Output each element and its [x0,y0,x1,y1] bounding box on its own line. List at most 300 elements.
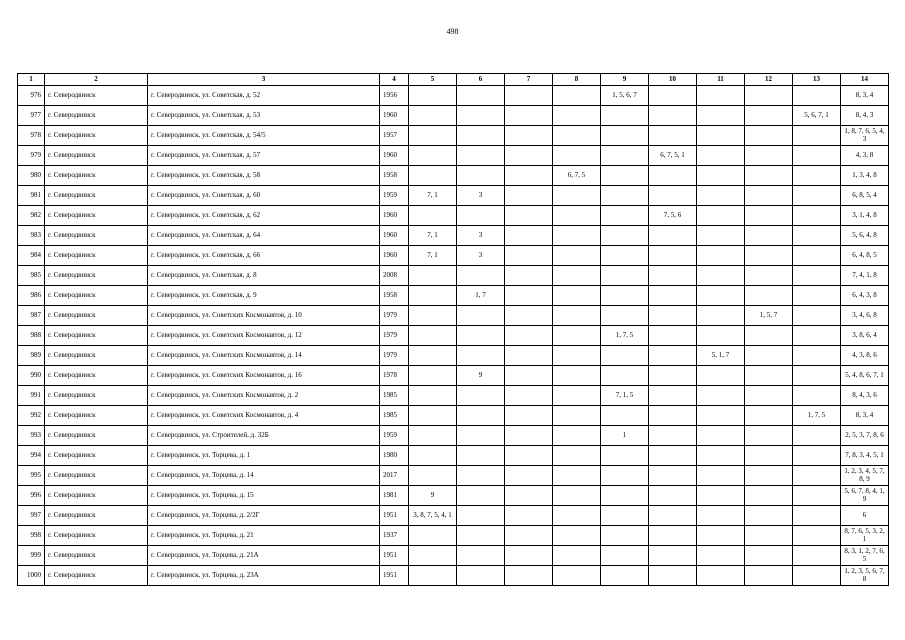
column-9-cell [601,306,649,326]
column-5-cell [409,166,457,186]
table-row [18,386,889,406]
column-7-cell [505,466,553,486]
column-10-cell [649,286,697,306]
year-cell: 1951 [380,546,409,566]
column-5-cell: 3, 8, 7, 5, 4, 1 [409,506,457,526]
column-5-cell [409,526,457,546]
column-header: 6 [457,74,505,86]
column-9-cell: 7, 1, 5 [601,386,649,406]
column-12-cell: 1, 5, 7 [745,306,793,326]
column-6-cell [457,466,505,486]
year-cell: 1937 [380,526,409,546]
column-14-cell: 8, 3, 4 [841,406,889,426]
column-12-cell [745,406,793,426]
year-cell: 1958 [380,166,409,186]
table-row [18,426,889,446]
table-row [18,106,889,126]
column-12-cell [745,426,793,446]
column-6-cell [457,406,505,426]
column-14-cell: 5, 6, 4, 8 [841,226,889,246]
column-11-cell [697,106,745,126]
column-5-cell [409,546,457,566]
column-10-cell [649,526,697,546]
city-cell: г. Северодвинск [45,206,148,226]
column-11-cell [697,226,745,246]
column-11-cell [697,246,745,266]
column-9-cell [601,446,649,466]
column-12-cell [745,386,793,406]
table-row [18,146,889,166]
column-12-cell [745,326,793,346]
address-cell: г. Северодвинск, ул. Советская, д. 64 [148,226,380,246]
column-5-cell [409,106,457,126]
column-9-cell: 1, 7, 5 [601,326,649,346]
column-14-cell: 8, 3, 1, 2, 7, 6, 5 [841,546,889,566]
row-number-cell: 988 [18,326,45,346]
city-cell: г. Северодвинск [45,406,148,426]
city-cell: г. Северодвинск [45,166,148,186]
column-5-cell [409,366,457,386]
city-cell: г. Северодвинск [45,226,148,246]
row-number-cell: 979 [18,146,45,166]
city-cell: г. Северодвинск [45,346,148,366]
column-6-cell [457,446,505,466]
year-cell: 1951 [380,566,409,586]
column-14-cell: 3, 4, 6, 8 [841,306,889,326]
column-9-cell [601,506,649,526]
column-7-cell [505,486,553,506]
column-14-cell: 1, 3, 4, 8 [841,166,889,186]
column-header: 12 [745,74,793,86]
column-9-cell [601,226,649,246]
column-header: 2 [45,74,148,86]
column-9-cell [601,126,649,146]
column-10-cell [649,506,697,526]
column-6-cell [457,506,505,526]
column-13-cell [793,526,841,546]
table-row [18,306,889,326]
column-8-cell [553,446,601,466]
address-cell: г. Северодвинск, ул. Советских Космонавтов, д. 10 [148,306,380,326]
row-number-cell: 991 [18,386,45,406]
column-header: 8 [553,74,601,86]
address-cell: г. Северодвинск, ул. Торцева, д. 15 [148,486,380,506]
year-cell: 1979 [380,306,409,326]
column-8-cell [553,506,601,526]
address-cell: г. Северодвинск, ул. Советская, д. 58 [148,166,380,186]
address-cell: г. Северодвинск, ул. Советских Космонавтов, д. 16 [148,366,380,386]
column-10-cell [649,346,697,366]
column-13-cell [793,246,841,266]
column-7-cell [505,166,553,186]
column-6-cell: 3 [457,186,505,206]
column-10-cell [649,386,697,406]
column-10-cell [649,106,697,126]
year-cell: 1959 [380,186,409,206]
row-number-cell: 993 [18,426,45,446]
column-14-cell: 8, 3, 4 [841,86,889,106]
year-cell: 1978 [380,366,409,386]
table-row [18,346,889,366]
column-6-cell: 9 [457,366,505,386]
column-9-cell: 1, 5, 6, 7 [601,86,649,106]
column-14-cell: 8, 7, 6, 5, 3, 2, 1 [841,526,889,546]
column-8-cell [553,466,601,486]
column-13-cell [793,286,841,306]
table-row [18,526,889,546]
column-13-cell [793,166,841,186]
address-cell: г. Северодвинск, ул. Советская, д. 57 [148,146,380,166]
table-row [18,486,889,506]
column-5-cell [409,86,457,106]
year-cell: 1958 [380,286,409,306]
column-5-cell [409,426,457,446]
address-cell: г. Северодвинск, ул. Советских Космонавтов, д. 2 [148,386,380,406]
column-7-cell [505,246,553,266]
city-cell: г. Северодвинск [45,246,148,266]
column-13-cell [793,346,841,366]
column-12-cell [745,526,793,546]
column-12-cell [745,186,793,206]
column-13-cell [793,126,841,146]
column-13-cell [793,366,841,386]
column-8-cell [553,246,601,266]
column-11-cell [697,486,745,506]
table-row [18,266,889,286]
column-10-cell [649,246,697,266]
city-cell: г. Северодвинск [45,546,148,566]
column-10-cell: 6, 7, 5, 1 [649,146,697,166]
year-cell: 1979 [380,326,409,346]
column-5-cell: 7, 1 [409,226,457,246]
year-cell: 1960 [380,206,409,226]
row-number-cell: 982 [18,206,45,226]
column-12-cell [745,106,793,126]
column-14-cell: 1, 2, 3, 4, 5, 7, 8, 9 [841,466,889,486]
column-6-cell [457,566,505,586]
column-13-cell [793,306,841,326]
column-5-cell [409,146,457,166]
column-11-cell [697,326,745,346]
city-cell: г. Северодвинск [45,446,148,466]
column-10-cell [649,486,697,506]
column-9-cell [601,146,649,166]
column-11-cell [697,266,745,286]
city-cell: г. Северодвинск [45,86,148,106]
column-9-cell [601,366,649,386]
column-8-cell [553,146,601,166]
column-10-cell [649,446,697,466]
column-9-cell [601,246,649,266]
column-7-cell [505,106,553,126]
column-10-cell [649,406,697,426]
column-header: 5 [409,74,457,86]
column-6-cell: 1, 7 [457,286,505,306]
column-8-cell [553,86,601,106]
table-row [18,246,889,266]
column-11-cell [697,86,745,106]
table-body [18,86,889,586]
column-7-cell [505,546,553,566]
column-9-cell [601,206,649,226]
column-9-cell [601,406,649,426]
column-12-cell [745,346,793,366]
row-number-cell: 999 [18,546,45,566]
column-14-cell: 6 [841,506,889,526]
column-6-cell [457,206,505,226]
column-9-cell [601,346,649,366]
row-number-cell: 989 [18,346,45,366]
column-6-cell: 3 [457,246,505,266]
row-number-cell: 987 [18,306,45,326]
table-row [18,406,889,426]
column-11-cell [697,126,745,146]
year-cell: 1959 [380,426,409,446]
column-7-cell [505,306,553,326]
column-6-cell [457,346,505,366]
column-6-cell [457,386,505,406]
column-6-cell [457,486,505,506]
column-6-cell [457,426,505,446]
table-row [18,466,889,486]
column-12-cell [745,566,793,586]
column-12-cell [745,366,793,386]
column-10-cell [649,326,697,346]
column-11-cell [697,526,745,546]
header-row [18,74,889,86]
column-11-cell: 5, 1, 7 [697,346,745,366]
row-number-cell: 994 [18,446,45,466]
column-13-cell [793,206,841,226]
column-8-cell [553,346,601,366]
column-12-cell [745,166,793,186]
city-cell: г. Северодвинск [45,146,148,166]
column-12-cell [745,126,793,146]
column-11-cell [697,286,745,306]
column-7-cell [505,386,553,406]
row-number-cell: 976 [18,86,45,106]
table-row [18,226,889,246]
column-9-cell [601,186,649,206]
year-cell: 2008 [380,266,409,286]
column-11-cell [697,146,745,166]
table-row [18,286,889,306]
column-12-cell [745,86,793,106]
city-cell: г. Северодвинск [45,526,148,546]
address-cell: г. Северодвинск, ул. Советских Космонавтов, д. 12 [148,326,380,346]
column-11-cell [697,426,745,446]
column-12-cell [745,286,793,306]
column-header: 7 [505,74,553,86]
city-cell: г. Северодвинск [45,466,148,486]
column-9-cell [601,106,649,126]
column-6-cell [457,546,505,566]
column-9-cell [601,286,649,306]
column-6-cell [457,166,505,186]
column-10-cell [649,126,697,146]
column-7-cell [505,506,553,526]
column-5-cell [409,346,457,366]
column-13-cell [793,566,841,586]
address-cell: г. Северодвинск, ул. Советская, д. 52 [148,86,380,106]
column-13-cell [793,386,841,406]
column-9-cell [601,566,649,586]
column-11-cell [697,506,745,526]
city-cell: г. Северодвинск [45,386,148,406]
column-14-cell: 5, 6, 7, 8, 4, 1, 9 [841,486,889,506]
column-7-cell [505,346,553,366]
row-number-cell: 992 [18,406,45,426]
column-12-cell [745,246,793,266]
column-7-cell [505,406,553,426]
year-cell: 1960 [380,106,409,126]
column-8-cell [553,106,601,126]
column-header: 10 [649,74,697,86]
column-8-cell [553,126,601,146]
column-10-cell [649,266,697,286]
column-7-cell [505,266,553,286]
row-number-cell: 996 [18,486,45,506]
column-header: 4 [380,74,409,86]
table-row [18,166,889,186]
column-10-cell [649,86,697,106]
column-6-cell: 3 [457,226,505,246]
row-number-cell: 997 [18,506,45,526]
column-5-cell [409,206,457,226]
page-number: 498 [446,27,459,36]
column-9-cell [601,266,649,286]
address-cell: г. Северодвинск, ул. Советских Космонавтов, д. 4 [148,406,380,426]
table-row [18,506,889,526]
column-6-cell [457,306,505,326]
column-7-cell [505,286,553,306]
row-number-cell: 980 [18,166,45,186]
column-13-cell [793,466,841,486]
column-8-cell [553,426,601,446]
column-8-cell [553,386,601,406]
table-row [18,86,889,106]
year-cell: 1960 [380,246,409,266]
table-row [18,566,889,586]
address-cell: г. Северодвинск, ул. Торцева, д. 1 [148,446,380,466]
column-14-cell: 4, 3, 8 [841,146,889,166]
column-7-cell [505,566,553,586]
address-cell: г. Северодвинск, ул. Советская, д. 9 [148,286,380,306]
city-cell: г. Северодвинск [45,286,148,306]
table-row [18,446,889,466]
column-14-cell: 3, 8, 6, 4 [841,326,889,346]
column-6-cell [457,266,505,286]
column-header: 13 [793,74,841,86]
year-cell: 1979 [380,346,409,366]
column-header: 1 [18,74,45,86]
column-6-cell [457,126,505,146]
column-13-cell: 1, 7, 5 [793,406,841,426]
column-12-cell [745,486,793,506]
column-13-cell [793,326,841,346]
column-5-cell [409,466,457,486]
column-header: 11 [697,74,745,86]
column-9-cell [601,546,649,566]
column-10-cell [649,226,697,246]
address-cell: г. Северодвинск, ул. Советская, д. 62 [148,206,380,226]
column-7-cell [505,186,553,206]
address-cell: г. Северодвинск, ул. Советская, д. 54/5 [148,126,380,146]
column-5-cell [409,306,457,326]
column-6-cell [457,106,505,126]
column-13-cell [793,486,841,506]
column-14-cell: 6, 4, 3, 8 [841,286,889,306]
year-cell: 1960 [380,146,409,166]
column-11-cell [697,446,745,466]
address-cell: г. Северодвинск, ул. Торцева, д. 14 [148,466,380,486]
address-cell: г. Северодвинск, ул. Советских Космонавтов, д. 14 [148,346,380,366]
column-6-cell [457,326,505,346]
column-13-cell [793,266,841,286]
column-5-cell [409,446,457,466]
column-11-cell [697,366,745,386]
city-cell: г. Северодвинск [45,126,148,146]
column-8-cell [553,226,601,246]
column-5-cell: 7, 1 [409,246,457,266]
column-5-cell [409,286,457,306]
column-8-cell [553,206,601,226]
row-number-cell: 985 [18,266,45,286]
column-14-cell: 3, 1, 4, 8 [841,206,889,226]
column-7-cell [505,526,553,546]
column-8-cell [553,286,601,306]
column-8-cell [553,546,601,566]
column-12-cell [745,546,793,566]
column-7-cell [505,326,553,346]
column-10-cell [649,566,697,586]
column-12-cell [745,146,793,166]
column-6-cell [457,146,505,166]
column-9-cell [601,166,649,186]
address-cell: г. Северодвинск, ул. Советская, д. 60 [148,186,380,206]
column-11-cell [697,186,745,206]
city-cell: г. Северодвинск [45,306,148,326]
city-cell: г. Северодвинск [45,566,148,586]
column-6-cell [457,86,505,106]
column-8-cell [553,326,601,346]
year-cell: 1985 [380,386,409,406]
column-9-cell [601,486,649,506]
address-cell: г. Северодвинск, ул. Торцева, д. 2/2Г [148,506,380,526]
column-13-cell: 5, 6, 7, 1 [793,106,841,126]
table-row [18,126,889,146]
column-13-cell [793,446,841,466]
column-header: 3 [148,74,380,86]
city-cell: г. Северодвинск [45,486,148,506]
address-cell: г. Северодвинск, ул. Советская, д. 8 [148,266,380,286]
year-cell: 2017 [380,466,409,486]
column-11-cell [697,566,745,586]
city-cell: г. Северодвинск [45,266,148,286]
column-10-cell [649,466,697,486]
city-cell: г. Северодвинск [45,326,148,346]
column-13-cell [793,226,841,246]
column-header: 9 [601,74,649,86]
column-7-cell [505,226,553,246]
column-5-cell [409,326,457,346]
column-10-cell [649,306,697,326]
column-14-cell: 8, 4, 3, 6 [841,386,889,406]
row-number-cell: 984 [18,246,45,266]
column-7-cell [505,146,553,166]
column-9-cell [601,526,649,546]
column-10-cell [649,366,697,386]
